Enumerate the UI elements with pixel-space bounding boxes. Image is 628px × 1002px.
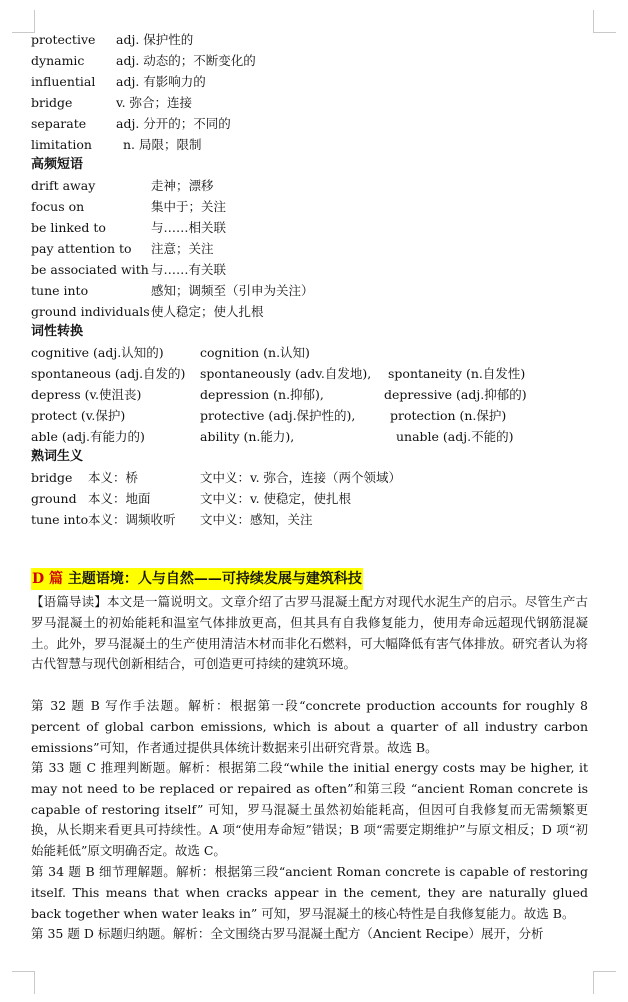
vocab-definition: adj. 分开的；不同的	[116, 116, 231, 131]
polysemy-context: 文中义：v. 使稳定，使扎根	[200, 491, 352, 506]
phrase-text: drift away	[31, 178, 96, 193]
polysemy-word: ground	[31, 491, 77, 506]
conversion-form: depression (n.抑郁),	[200, 387, 324, 402]
phrase-text: be linked to	[31, 220, 106, 235]
conversion-form: spontaneously (adv.自发地),	[200, 366, 372, 381]
polysemy-base: 本义：桥	[88, 470, 139, 485]
crop-mark-bottom-left	[12, 971, 35, 994]
crop-mark-top-right	[593, 10, 616, 33]
section-theme: 主题语境：人与自然——可持续发展与建筑科技	[67, 571, 362, 587]
phrase-meaning: 使人稳定；使人扎根	[151, 304, 264, 319]
phrase-meaning: 与……相关联	[151, 220, 227, 235]
conversion-base: protect (v.保护)	[31, 408, 126, 423]
polysemy-base: 本义：调频收听	[88, 512, 176, 527]
conversion-form: protective (adj.保护性的),	[200, 408, 356, 423]
conversion-form: spontaneity (n.自发性)	[388, 366, 526, 381]
answer-32: 第 32 题 B 写作手法题。解析：根据第一段“concrete production accounts for roughly 8 percent of global carbon emissions, which is about a quarter of all industry carbon emissions”可知，作者通过提供具体统计数据来引出研究背景。故选 B。	[31, 698, 588, 755]
vocab-definition: adj. 动态的；不断变化的	[116, 53, 256, 68]
phrase-text: be associated with	[31, 262, 149, 277]
phrase-meaning: 走神；漂移	[151, 178, 214, 193]
conversion-form: depressive (adj.抑郁的)	[384, 387, 527, 402]
vocab-definition: adj. 保护性的	[116, 32, 194, 47]
phrase-text: ground individuals	[31, 304, 150, 319]
phrase-meaning: 集中于；关注	[151, 199, 227, 214]
conversion-base: able (adj.有能力的)	[31, 429, 145, 444]
phrase-meaning: 注意；关注	[151, 241, 214, 256]
conversion-form: cognition (n.认知)	[200, 345, 310, 360]
section-title	[31, 568, 363, 590]
vocab-word: separate	[31, 116, 87, 131]
conversion-form: protection (n.保护)	[390, 408, 507, 423]
crop-mark-bottom-right	[593, 971, 616, 994]
vocab-word: limitation	[31, 137, 92, 152]
answer-33: 第 33 题 C 推理判断题。解析：根据第二段“while the initial energy costs may be higher, it may not need to be replaced or repaired as often”和第三段 “ancient Roman concrete is capable of restoring itself” 可知，罗马混凝土虽然初始能耗高，但因可自我修复而无需频繁更换，从长期来看更具可持续性。A 项“使用寿命短”错误；B 项“需要定期维护”与原文相反；D 项“初始能耗低”原文明确否定。故选 C。	[31, 760, 588, 859]
vocab-word: dynamic	[31, 53, 85, 68]
conversion-form: ability (n.能力),	[200, 429, 295, 444]
polysemy-word: bridge	[31, 470, 73, 485]
vocab-definition: v. 弥合；连接	[116, 95, 193, 110]
conversion-heading: 词性转换	[31, 324, 84, 339]
passage-intro: 【语篇导读】本文是一篇说明文。文章介绍了古罗马混凝土配方对现代水泥生产的启示。尽管生产古罗马混凝土的初始能耗和温室气体排放更高，但其具有自我修复能力，使用寿命远超现代钢筋混凝土。此外，罗马混凝土的生产使用清洁木材而非化石燃料，可大幅降低有害气体排放。研究者认为将古代智慧与现代创新相结合，可创造更可持续的建筑环境。	[31, 594, 588, 672]
vocab-word: influential	[31, 74, 96, 89]
vocab-word: protective	[31, 32, 96, 47]
conversion-base: depress (v.使沮丧)	[31, 387, 142, 402]
answer-35: 第 35 题 D 标题归纳题。解析：全文围绕古罗马混凝土配方（Ancient Recipe）展开，分析	[31, 926, 544, 941]
phrase-meaning: 与……有关联	[151, 262, 227, 277]
polysemy-word: tune into	[31, 512, 89, 527]
polysemy-heading: 熟词生义	[31, 449, 84, 464]
phrases-heading: 高频短语	[31, 157, 84, 172]
phrase-text: focus on	[31, 199, 85, 214]
vocab-word: bridge	[31, 95, 73, 110]
vocab-definition: adj. 有影响力的	[116, 74, 206, 89]
polysemy-context: 文中义：感知，关注	[200, 512, 313, 527]
answer-34: 第 34 题 B 细节理解题。解析：根据第三段“ancient Roman concrete is capable of restoring itself. This means that when cracks appear in the cement, they are naturally glued back together when water leaks in” 可知，罗马混凝土的核心特性是自我修复能力。故选 B。	[31, 864, 588, 921]
phrase-text: pay attention to	[31, 241, 132, 256]
conversion-base: spontaneous (adj.自发的)	[31, 366, 186, 381]
section-label: D 篇	[32, 571, 64, 587]
polysemy-context: 文中义：v. 弥合，连接（两个领域）	[200, 470, 402, 485]
conversion-form: unable (adj.不能的)	[396, 429, 514, 444]
polysemy-base: 本义：地面	[88, 491, 151, 506]
phrase-text: tune into	[31, 283, 89, 298]
conversion-base: cognitive (adj.认知的)	[31, 345, 164, 360]
vocab-definition: n. 局限；限制	[123, 137, 202, 152]
phrase-meaning: 感知；调频至（引申为关注）	[151, 283, 314, 298]
